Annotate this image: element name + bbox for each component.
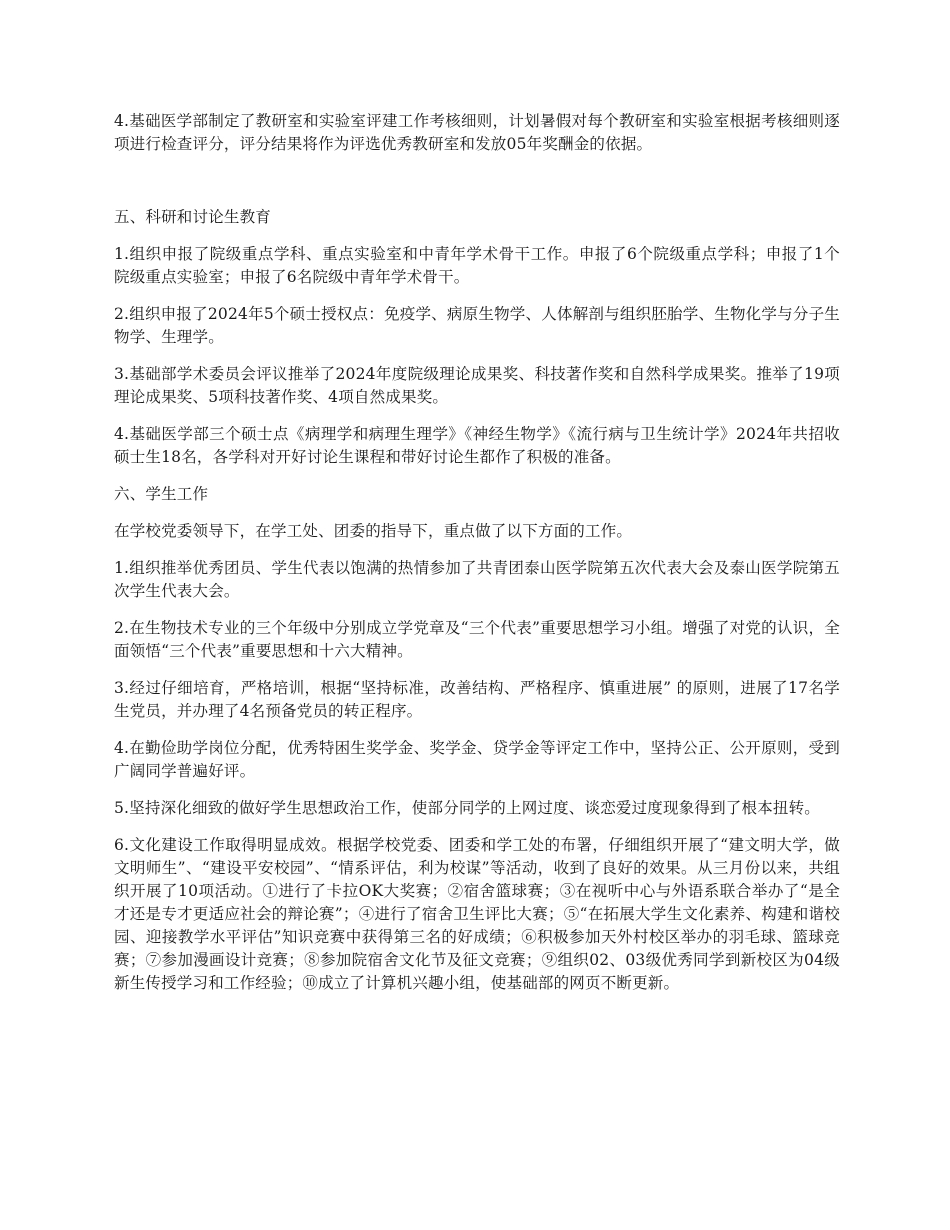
paragraph-awards: 3.基础部学术委员会评议推举了2024年度院级理论成果奖、科技著作奖和自然科学成果奖。推举了19项理论成果奖、5项科技著作奖、4项自然成果奖。	[114, 365, 840, 406]
paragraph-congress: 1.组织推举优秀团员、学生代表以饱满的热情参加了共青团泰山医学院第五次代表大会及泰山医学院第五次学生代表大会。	[114, 559, 840, 600]
paragraph-student-work-intro: 在学校党委领导下，在学工处、团委的指导下，重点做了以下方面的工作。	[114, 522, 633, 540]
paragraph-scholarships: 4.在勤俭助学岗位分配，优秀特困生奖学金、奖学金、贷学金等评定工作中，坚持公正、公开原则，受到广阔同学普遍好评。	[114, 739, 840, 780]
paragraph-study-groups: 2.在生物技术专业的三个年级中分别成立学党章及“三个代表”重要思想学习小组。增强了对党的认识，全面领悟“三个代表”重要思想和十六大精神。	[114, 619, 840, 660]
paragraph-party-members: 3.经过仔细培育，严格培训，根据“坚持标准，改善结构、严格程序、慎重进展” 的原则，进展了17名学生党员，并办理了4名预备党员的转正程序。	[114, 679, 840, 720]
section-heading-student-work: 六、学生工作	[114, 485, 209, 503]
paragraph-cultural-activities: 6.文化建设工作取得明显成效。根据学校党委、团委和学工处的布署，仔细组织开展了“建文明大学，做文明师生”、“建设平安校园”、“情系评估，利为校谋”等活动，收到了良好的效果。从三月份以来，共组织开展了10项活动。①进行了卡拉OK大奖赛；②宿舍篮球赛；③在视听中心与外语系联合举办了“是全才还是专才更适应社会的辩论赛”；④进行了宿舍卫生评比大赛；⑤“在拓展大学生文化素养、构建和谐校园、迎接教学水平评估”知识竞赛中获得第三名的好成绩；⑥积极参加天外村校区举办的羽毛球、篮球竞赛；⑦参加漫画设计竞赛；⑧参加院宿舍文化节及征文竞赛；⑨组织02、03级优秀同学到新校区为04级新生传授学习和工作经验；⑩成立了计算机兴趣小组，使基础部的网页不断更新。	[114, 836, 840, 992]
paragraph-graduate-enrollment: 4.基础医学部三个硕士点《病理学和病理生理学》《神经生物学》《流行病与卫生统计学》2024年共招收硕士生18名，各学科对开好讨论生课程和带好讨论生都作了积极的准备。	[114, 425, 840, 466]
paragraph-key-disciplines: 1.组织申报了院级重点学科、重点实验室和中青年学术骨干工作。申报了6个院级重点学科；申报了1个院级重点实验室；申报了6名院级中青年学术骨干。	[114, 245, 840, 286]
paragraph-ideological-work: 5.坚持深化细致的做好学生思想政治工作，使部分同学的上网过度、谈恋爱过度现象得到了根本扭转。	[114, 799, 820, 817]
section-heading-research: 五、科研和讨论生教育	[114, 208, 272, 226]
paragraph-master-programs: 2.组织申报了2024年5个硕士授权点：免疫学、病原生物学、人体解剖与组织胚胎学、生物化学与分子生物学、生理学。	[114, 305, 840, 346]
paragraph-evaluation-rules: 4.基础医学部制定了教研室和实验室评建工作考核细则，计划暑假对每个教研室和实验室根据考核细则逐项进行检查评分，评分结果将作为评选优秀教研室和发放05年奖酬金的依据。	[114, 112, 840, 153]
